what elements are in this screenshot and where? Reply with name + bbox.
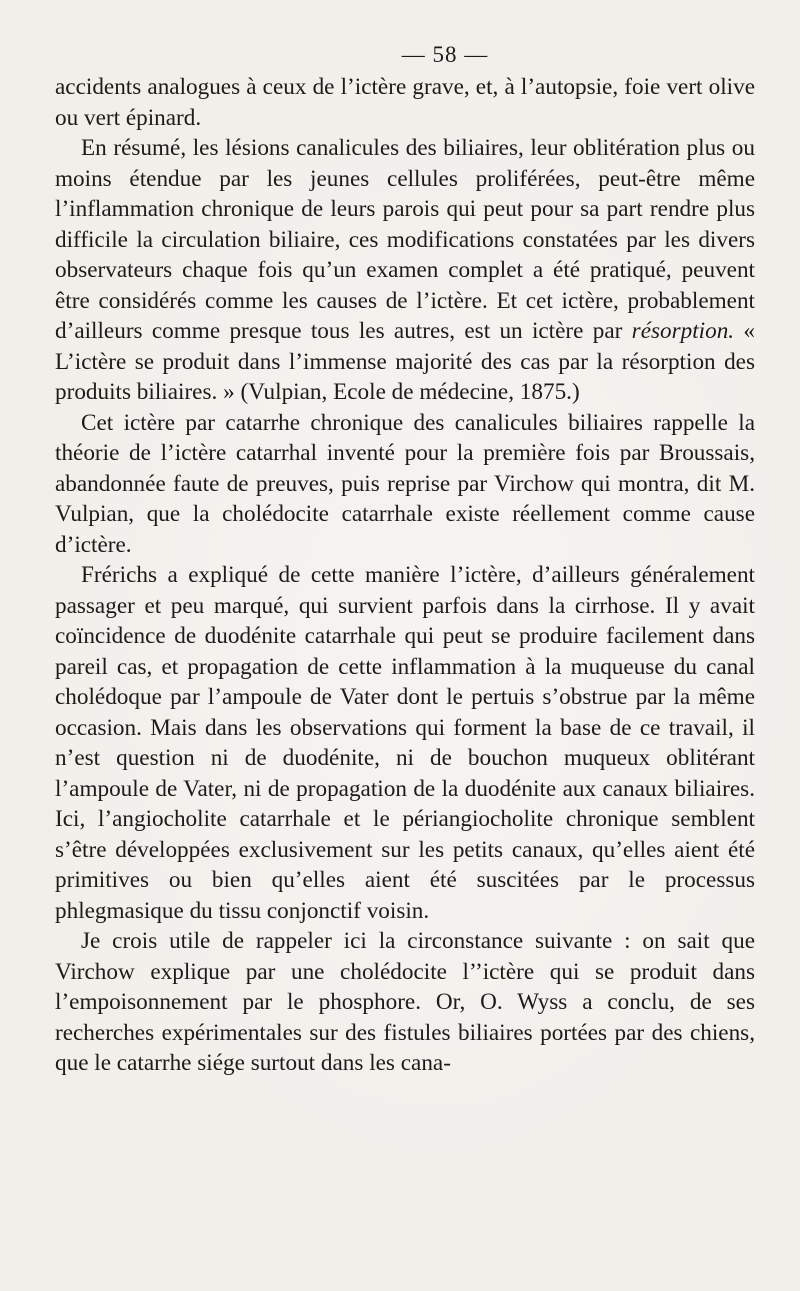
paragraph-2-text-after: « L’ictère se produit dans l’immense majorité des cas par la résorption des produits biliaires. » (Vulpian, Ecole de médecine, 1875.) — [55, 318, 756, 405]
paragraph-5: Je crois utile de rappeler ici la circonstance suivante : on sait que Virchow explique par une cholédocite l’’ictère qui se produit dans l’empoisonnement par le phosphore. Or, O. Wyss a conclu, de ses recherches expérimentales sur des fistules biliaires portées par des chiens, que le catarrhe siége surtout dans les cana- — [55, 928, 755, 1076]
body-text — [55, 72, 755, 1079]
paragraph-2 — [55, 133, 755, 408]
paragraph-3: Cet ictère par catarrhe chronique des canalicules biliaires rappelle la théorie de l’ictère catarrhal inventé pour la première fois par Broussais, abandonnée faute de preuves, puis reprise par Virchow qui montra, dit M. Vulpian, que la cholédocite catarrhale existe réellement comme cause d’ictère. — [55, 409, 755, 558]
paragraph-4: Frérichs a expliqué de cette manière l’ictère, d’ailleurs généralement passager et peu marqué, qui survient parfois dans la cirrhose. Il y avait coïncidence de duodénite catarrhale qui peut se produire facilement dans pareil cas, et propagation de cette inflammation à la muqueuse du canal cholédoque par l’ampoule de Vater dont le pertuis s’obstrue par la même occasion. Mais dans les observations qui forment la base de ce travail, il n’est question ni de duodénite, ni de bouchon muqueux oblitérant l’ampoule de Vater, ni de propagation de la duodénite aux canaux biliaires. Ici, l’angiocholite catarrhale et le périangiocholite chronique semblent s’être développées exclusivement sur les petits canaux, qu’elles aient été primitives ou bien qu’elles aient été suscitées par le processus phlegmasique du tissu conjonctif voisin. — [55, 562, 755, 924]
paragraph-2-text-before: En résumé, les lésions canalicules des biliaires, leur oblitération plus ou moins étendue par les jeunes cellules proliférées, peut-être même l’inflammation chronique de leurs parois qui peut pour sa part rendre plus difficile la circulation biliaire, ces modifications constatées par les divers observateurs chaque fois qu’un examen complet a été pratiqué, peuvent être considérés comme les causes de l’ictère. Et cet ictère, probablement d’ailleurs comme presque tous les autres, est un ictère par — [55, 135, 755, 344]
page-number: — 58 — — [401, 42, 489, 67]
italic-term: résorption. — [631, 318, 735, 344]
paragraph-1: accidents analogues à ceux de l’ictère grave, et, à l’autopsie, foie vert olive ou vert épinard. — [55, 74, 755, 131]
